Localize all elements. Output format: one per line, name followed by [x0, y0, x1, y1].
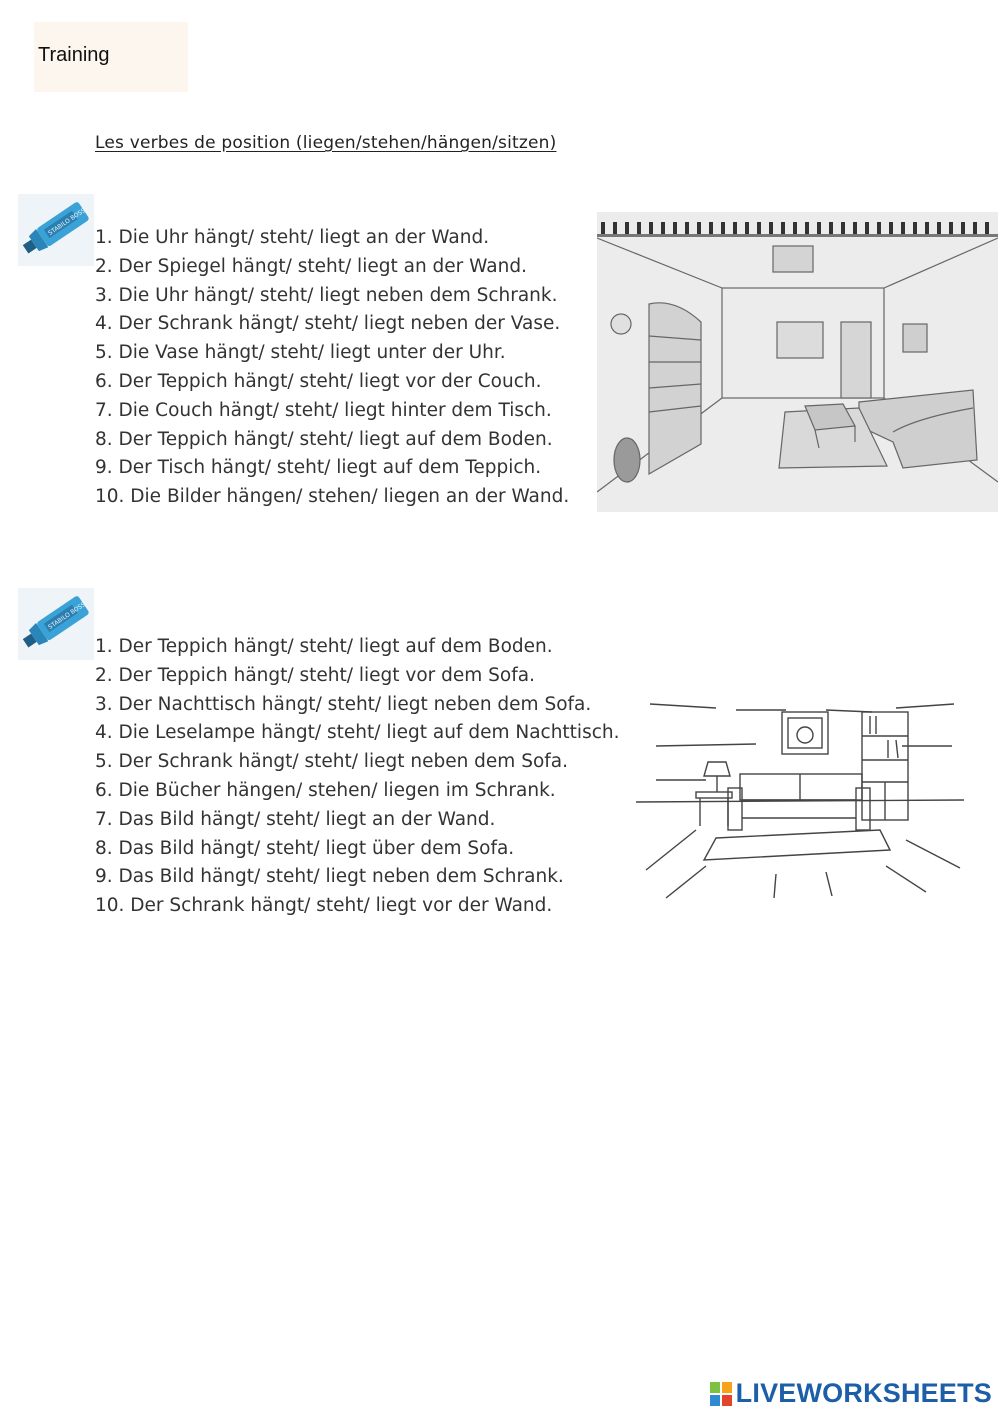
exercise-2-item: 8. Das Bild hängt/ steht/ liegt über dem Sofa.	[95, 837, 515, 859]
exercise-2-item: 2. Der Teppich hängt/ steht/ liegt vor dem Sofa.	[95, 664, 535, 686]
exercise-1-item: 1. Die Uhr hängt/ steht/ liegt an der Wand.	[95, 227, 490, 248]
exercise-1-item: 10. Die Bilder hängen/ stehen/ liegen an der Wand.	[95, 486, 570, 508]
exercise-2-item: 3. Der Nachttisch hängt/ steht/ liegt neben dem Sofa.	[95, 693, 592, 715]
highlighter-marker-icon	[18, 588, 94, 660]
exercise-2-item: 1. Der Teppich hängt/ steht/ liegt auf dem Boden.	[95, 636, 553, 657]
exercise-1-item: 4. Der Schrank hängt/ steht/ liegt neben der Vase.	[95, 313, 561, 335]
living-room-sketch-1	[597, 212, 998, 512]
exercise-1-item: 8. Der Teppich hängt/ steht/ liegt auf dem Boden.	[95, 428, 553, 450]
exercise-2-item: 4. Die Leselampe hängt/ steht/ liegt auf dem Nachttisch.	[95, 722, 620, 744]
exercise-2-item: 10. Der Schrank hängt/ steht/ liegt vor der Wand.	[95, 895, 553, 917]
exercise-1-item: 2. Der Spiegel hängt/ steht/ liegt an der Wand.	[95, 255, 527, 277]
exercise-2-item: 5. Der Schrank hängt/ steht/ liegt neben dem Sofa.	[95, 751, 569, 773]
exercise-2-item: 7. Das Bild hängt/ steht/ liegt an der Wand.	[95, 808, 496, 830]
svg-text:STABILO BOSS: STABILO BOSS	[47, 601, 87, 631]
exercise-2-item: 9. Das Bild hängt/ steht/ liegt neben dem Schrank.	[95, 866, 564, 888]
brand-name: LIVEWORKSHEETS	[735, 1378, 992, 1408]
highlighter-marker-icon	[18, 194, 94, 266]
exercise-1-item: 5. Die Vase hängt/ steht/ liegt unter der Uhr.	[95, 342, 506, 364]
training-label: Training	[34, 22, 188, 92]
exercise-1-list	[95, 224, 569, 512]
exercise-2-list	[95, 633, 620, 921]
exercise-1-item: 7. Die Couch hängt/ steht/ liegt hinter dem Tisch.	[95, 399, 552, 421]
svg-text:STABILO BOSS: STABILO BOSS	[47, 207, 87, 237]
exercise-1-item: 6. Der Teppich hängt/ steht/ liegt vor der Couch.	[95, 370, 542, 392]
living-room-sketch-2	[636, 690, 964, 902]
exercise-1-item: 3. Die Uhr hängt/ steht/ liegt neben dem Schrank.	[95, 284, 558, 306]
worksheet-title: Les verbes de position (liegen/stehen/hängen/sitzen)	[95, 133, 557, 153]
exercise-2-item: 6. Die Bücher hängen/ stehen/ liegen im Schrank.	[95, 779, 556, 801]
exercise-1-item: 9. Der Tisch hängt/ steht/ liegt auf dem Teppich.	[95, 457, 542, 479]
liveworksheets-logo-icon	[710, 1382, 732, 1406]
liveworksheets-brand[interactable]	[710, 1378, 992, 1409]
